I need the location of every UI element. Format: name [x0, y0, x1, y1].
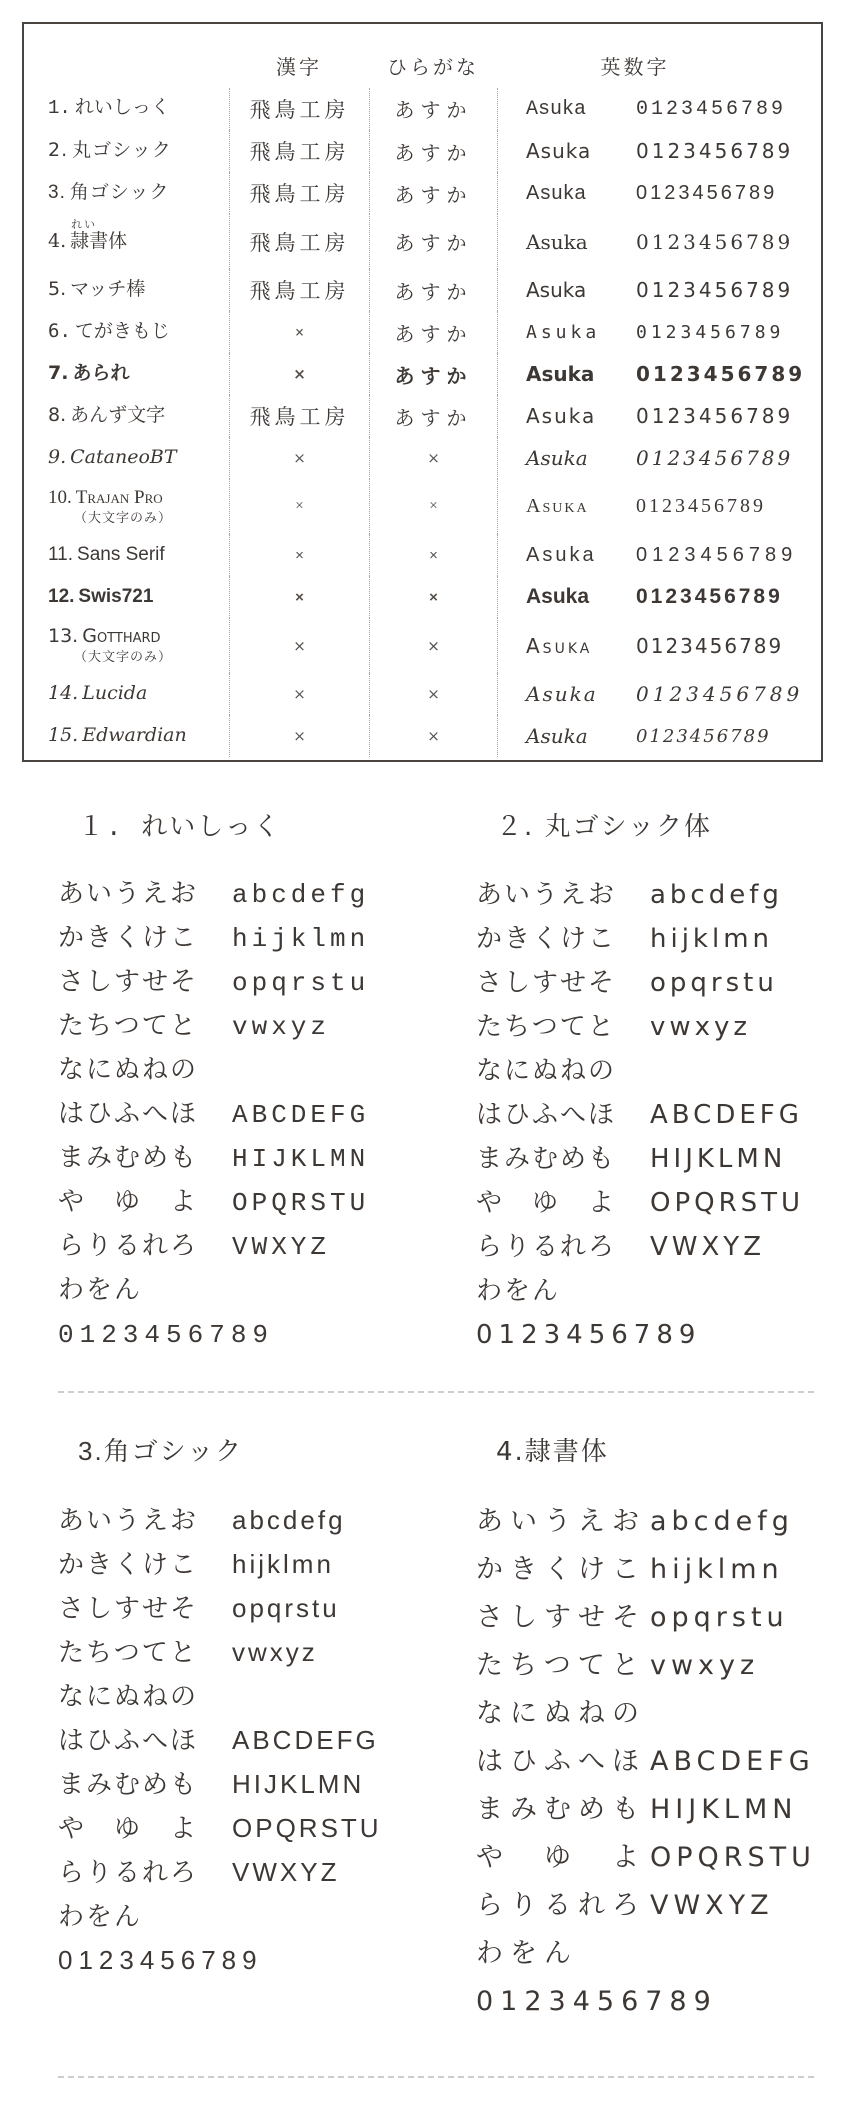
hiragana-sample: あすか [369, 395, 497, 437]
latin-line: OPQRSTU [232, 1813, 382, 1843]
latin-line [232, 1674, 404, 1718]
ruby-annotation: れい [71, 218, 98, 231]
table-row [24, 269, 821, 311]
digits-sample: 0123456789 [636, 321, 785, 343]
latin-sample: Asuka [526, 633, 593, 658]
row-font-name: Trajan Pro [75, 487, 163, 509]
hiragana-line: はひふへほ [476, 1100, 617, 1130]
hiragana-line: あいうえお [58, 1505, 199, 1535]
table-row [24, 172, 821, 214]
hiragana-column [476, 873, 626, 1313]
latin-line: ABCDEFG [650, 1100, 803, 1130]
digits-sample: 0123456789 [636, 229, 794, 254]
hiragana-line: わをん [476, 1938, 578, 1969]
latin-line: HIJKLMN [232, 1769, 365, 1799]
digits-sample: 0123456789 [636, 97, 787, 121]
hiragana-line: なにぬねの [58, 1056, 199, 1086]
latin-line [650, 1049, 822, 1093]
hiragana-line: かきくけこ [58, 1549, 199, 1579]
hiragana-sample: × [369, 534, 497, 576]
row-number: 14. [48, 682, 79, 705]
table-row [24, 437, 821, 479]
hiragana-line: はひふへほ [476, 1746, 646, 1777]
digits-sample: 0123456789 [636, 725, 771, 747]
hiragana-line: まみむめも [476, 1794, 646, 1825]
row-number: 12. [48, 586, 75, 608]
table-row [24, 618, 821, 673]
latin-line: VWXYZ [650, 1890, 774, 1921]
font-sample-sections [28, 806, 822, 2116]
latin-line [650, 1690, 822, 1738]
row-font-name: マッチ棒 [70, 278, 146, 301]
latin-sample: Asuka [526, 97, 587, 121]
digits-sample: 0123456789 [636, 139, 794, 163]
hiragana-sample: × [369, 437, 497, 479]
kanji-sample: × [229, 576, 369, 618]
digits-line: 0123456789 [476, 1320, 702, 1350]
hiragana-line: あいうえお [476, 1506, 646, 1537]
hiragana-sample: あすか [369, 88, 497, 130]
table-row [24, 130, 821, 172]
hiragana-line: まみむめも [58, 1144, 199, 1174]
hiragana-line: まみむめも [476, 1144, 617, 1174]
row-number: 1. [48, 97, 71, 120]
hiragana-line: なにぬねの [58, 1681, 199, 1711]
digits-line: 0123456789 [58, 1320, 275, 1350]
latin-sample: Asuka [526, 229, 588, 254]
latin-sample: Asuka [526, 404, 597, 428]
row-number: 13. [48, 625, 79, 648]
table-row [24, 715, 821, 757]
latin-line: opqrstu [650, 968, 778, 998]
latin-column [650, 873, 822, 1269]
hiragana-line: はひふへほ [58, 1100, 199, 1130]
latin-line: hijklmn [232, 924, 370, 954]
row-number: 5. [48, 278, 67, 301]
kanji-sample: 飛鳥工房 [229, 172, 369, 214]
table-row [24, 214, 821, 269]
kanji-sample: × [229, 715, 369, 757]
hiragana-line: わをん [58, 1901, 143, 1931]
latin-column [650, 1498, 822, 1930]
digits-sample: 0123456789 [636, 682, 804, 706]
digits-sample: 0123456789 [636, 495, 766, 517]
latin-sample: Asuka [526, 682, 598, 706]
hiragana-line: さしすせそ [58, 1593, 199, 1623]
latin-line: VWXYZ [650, 1232, 765, 1262]
hiragana-line: や ゆ よ [476, 1188, 617, 1218]
table-row [24, 395, 821, 437]
sample-row-2 [28, 1431, 822, 2026]
latin-line: vwxyz [232, 1012, 331, 1042]
row-number: 3. [48, 182, 66, 204]
row-number: 10. [48, 487, 72, 509]
row-number: 15. [48, 724, 79, 747]
latin-line: OPQRSTU [650, 1188, 805, 1218]
sample-section-reisshiku [28, 806, 404, 1357]
sample-section-kakugothic [28, 1431, 404, 2026]
section-title: 3.角ゴシック [78, 1436, 244, 1466]
header-kanji: 漢字 [276, 56, 322, 79]
kanji-sample: × [229, 534, 369, 576]
latin-line: OPQRSTU [650, 1842, 816, 1873]
hiragana-line: かきくけこ [476, 924, 617, 954]
section-title: ２. 丸ゴシック体 [496, 812, 713, 842]
hiragana-sample: あすか [369, 311, 497, 353]
digits-sample: 0123456789 [636, 278, 794, 302]
table-row [24, 311, 821, 353]
row-font-name: てがきもじ [74, 320, 170, 343]
digits-sample: 0123456789 [636, 633, 784, 658]
sample-row-1 [28, 806, 822, 1357]
latin-line: opqrstu [232, 1593, 340, 1623]
row-font-name: 丸ゴシック [72, 139, 172, 162]
table-header-row [24, 26, 821, 88]
digits-sample: 0123456789 [636, 543, 798, 566]
hiragana-sample: × [369, 479, 497, 534]
latin-line: ABCDEFG [232, 1725, 379, 1755]
latin-line: HIJKLMN [232, 1144, 370, 1174]
digits-sample: 0123456789 [636, 585, 783, 608]
uppercase-only-note: （大文字のみ） [74, 510, 173, 526]
sample-section-reisho [446, 1431, 822, 2026]
hiragana-line: や ゆ よ [476, 1842, 646, 1873]
header-eisuji: 英数字 [600, 56, 670, 79]
row-font-name: Lucida [82, 682, 148, 705]
latin-column [232, 1498, 404, 1894]
hiragana-sample: × [369, 715, 497, 757]
hiragana-column [58, 873, 208, 1313]
latin-line: abcdefg [650, 880, 783, 910]
row-number: 9. [48, 446, 67, 469]
kanji-sample: 飛鳥工房 [229, 88, 369, 130]
latin-line: abcdefg [650, 1506, 794, 1537]
latin-sample: Asuka [526, 321, 601, 343]
latin-line: vwxyz [232, 1637, 318, 1667]
latin-line: abcdefg [232, 880, 370, 910]
latin-line: hijklmn [650, 1554, 784, 1585]
row-font-name: Sans Serif [77, 544, 165, 566]
hiragana-line: たちつてと [58, 1012, 198, 1042]
hiragana-line: わをん [58, 1276, 143, 1306]
hiragana-line: さしすせそ [476, 968, 617, 998]
table-row [24, 479, 821, 534]
hiragana-line: らりるれろ [58, 1857, 199, 1887]
hiragana-line: かきくけこ [476, 1554, 646, 1585]
hiragana-line: なにぬねの [476, 1698, 646, 1729]
latin-line: opqrstu [232, 968, 370, 998]
section-title: 4.隷書体 [496, 1437, 609, 1467]
kanji-sample: 飛鳥工房 [229, 269, 369, 311]
hiragana-column [476, 1498, 646, 1978]
digits-sample: 0123456789 [636, 181, 778, 204]
row-font-name: Edwardian [82, 724, 187, 747]
hiragana-line: わをん [476, 1276, 561, 1306]
latin-line: VWXYZ [232, 1857, 340, 1887]
hiragana-sample: あすか [369, 172, 497, 214]
table-row [24, 353, 821, 395]
row-font-name: れいしっく [74, 97, 170, 120]
section-title: １. れいしっく [78, 813, 282, 843]
hiragana-sample: あすか [369, 269, 497, 311]
row-number: 8. [48, 404, 67, 427]
row-number: 7. [48, 362, 69, 385]
hiragana-line: さしすせそ [58, 968, 199, 998]
latin-line: vwxyz [650, 1012, 752, 1042]
row-font-name: あられ [72, 362, 130, 385]
kanji-sample: × [229, 437, 369, 479]
hiragana-line: や ゆ よ [58, 1188, 199, 1218]
header-hiragana: ひらがな [387, 56, 479, 79]
font-comparison-table [22, 22, 823, 762]
row-font-name: Gotthard [82, 625, 161, 648]
latin-line: OPQRSTU [232, 1188, 370, 1218]
hiragana-line: あいうえお [476, 880, 617, 910]
latin-line: vwxyz [650, 1650, 760, 1681]
latin-line: HIJKLMN [650, 1794, 798, 1825]
row-font-name: あんず文字 [70, 404, 166, 427]
kanji-sample: 飛鳥工房 [229, 130, 369, 172]
latin-sample: Asuka [526, 585, 590, 608]
digits-sample: 0123456789 [636, 404, 794, 428]
latin-line: VWXYZ [232, 1232, 331, 1262]
table-row [24, 576, 821, 618]
kanji-sample: 飛鳥工房 [229, 214, 369, 269]
hiragana-line: らりるれろ [476, 1232, 617, 1262]
latin-sample: Asuka [526, 495, 589, 517]
latin-line [232, 1049, 404, 1093]
table-row [24, 534, 821, 576]
hiragana-line: たちつてと [476, 1012, 616, 1042]
kanji-sample: × [229, 311, 369, 353]
hiragana-sample: × [369, 618, 497, 673]
kanji-sample: × [229, 618, 369, 673]
hiragana-line: あいうえお [58, 880, 199, 910]
latin-line: hijklmn [232, 1549, 334, 1579]
kanji-sample: × [229, 673, 369, 715]
latin-line: abcdefg [232, 1505, 346, 1535]
hiragana-sample: × [369, 673, 497, 715]
hiragana-line: さしすせそ [476, 1602, 646, 1633]
hiragana-sample: あすか [369, 130, 497, 172]
row-number: 6. [48, 320, 71, 343]
digits-line: 0123456789 [476, 1986, 718, 2017]
uppercase-only-note: （大文字のみ） [74, 649, 173, 665]
latin-sample: Asuka [526, 278, 587, 302]
latin-sample: Asuka [526, 181, 587, 204]
dashed-divider [58, 1391, 814, 1393]
latin-line: HIJKLMN [650, 1144, 787, 1174]
row-font-name: 角ゴシック [69, 182, 170, 204]
dashed-divider [58, 2076, 814, 2078]
digits-sample: 0123456789 [636, 362, 806, 386]
latin-line: ABCDEFG [650, 1746, 815, 1777]
latin-sample: Asuka [526, 543, 597, 566]
row-font-name: CataneoBT [70, 446, 177, 469]
hiragana-line: かきくけこ [58, 924, 199, 954]
hiragana-line: たちつてと [58, 1637, 198, 1667]
sample-section-marugothic [446, 806, 822, 1357]
table-row [24, 673, 821, 715]
hiragana-line: たちつてと [476, 1650, 646, 1681]
latin-sample: Asuka [526, 724, 588, 748]
latin-line: ABCDEFG [232, 1100, 370, 1130]
row-number: 4. [48, 229, 67, 252]
latin-sample: Asuka [526, 362, 595, 386]
hiragana-line: らりるれろ [476, 1890, 646, 1921]
hiragana-line: まみむめも [58, 1769, 199, 1799]
hiragana-line: や ゆ よ [58, 1813, 199, 1843]
digits-sample: 0123456789 [636, 446, 794, 470]
hiragana-line: なにぬねの [476, 1056, 617, 1086]
hiragana-line: らりるれろ [58, 1232, 199, 1262]
latin-sample: Asuka [526, 139, 592, 163]
hiragana-column [58, 1498, 208, 1938]
table-row [24, 88, 821, 130]
hiragana-sample: あすか [369, 353, 497, 395]
row-number: 2. [48, 139, 69, 162]
kanji-sample: × [229, 353, 369, 395]
row-number: 11. [48, 544, 74, 566]
latin-line: opqrstu [650, 1602, 789, 1633]
latin-column [232, 873, 404, 1269]
hiragana-sample: あすか [369, 214, 497, 269]
latin-line: hijklmn [650, 924, 774, 954]
digits-line: 0123456789 [58, 1945, 263, 1975]
row-font-name: 隷書体 [70, 229, 128, 252]
row-font-name: Swis721 [78, 586, 154, 608]
kanji-sample: 飛鳥工房 [229, 395, 369, 437]
kanji-sample: × [229, 479, 369, 534]
latin-sample: Asuka [526, 446, 588, 470]
hiragana-line: はひふへほ [58, 1725, 199, 1755]
hiragana-sample: × [369, 576, 497, 618]
